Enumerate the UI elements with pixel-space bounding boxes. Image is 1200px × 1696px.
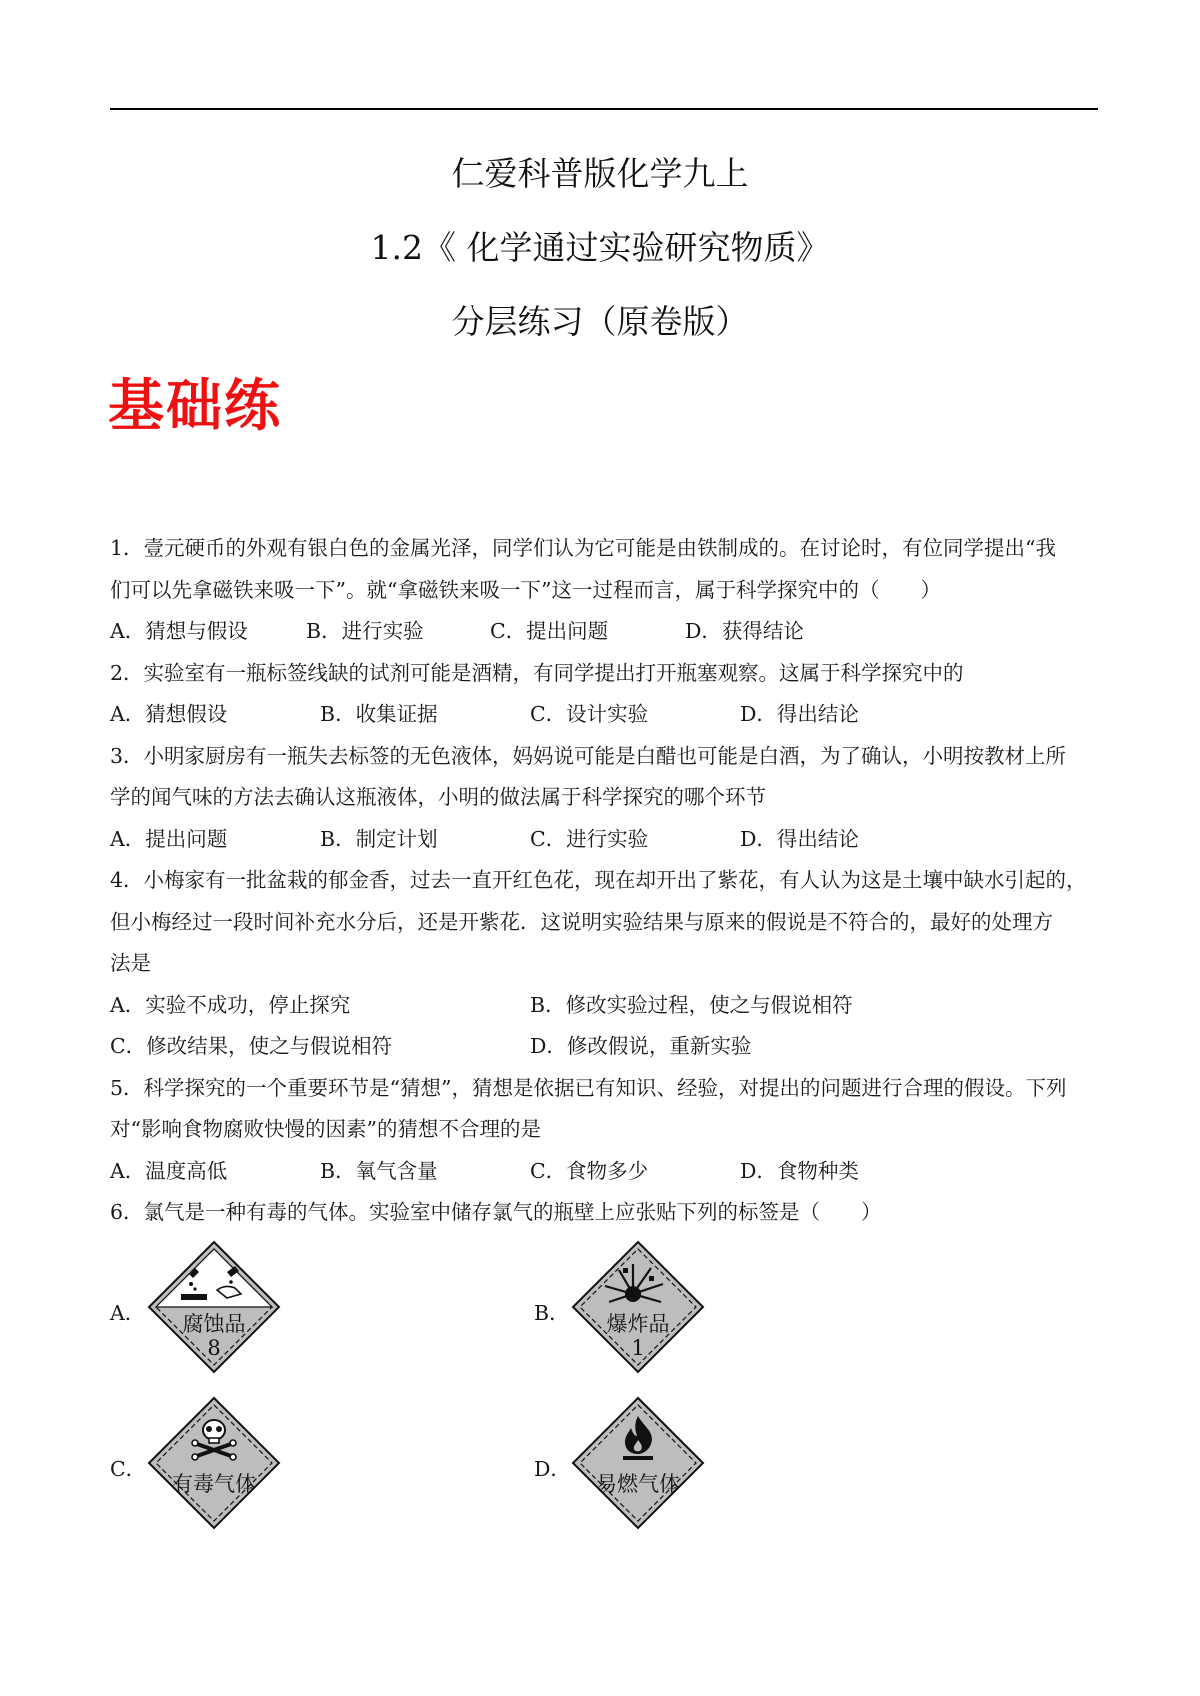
document-title: 仁爱科普版化学九上 bbox=[451, 154, 749, 193]
question-text: 对“影响食物腐败快慢的因素”的猜想不合理的是 bbox=[110, 1117, 541, 1141]
document-subtitle: 1.2《 化学通过实验研究物质》 bbox=[370, 228, 830, 267]
sign-label: 爆炸品 bbox=[606, 1312, 670, 1336]
option-row bbox=[110, 1151, 1100, 1193]
option-c[interactable]: C．进行实验 bbox=[530, 826, 649, 851]
option-c[interactable]: C． bbox=[110, 1457, 147, 1481]
sign-label: 腐蚀品 bbox=[182, 1312, 246, 1336]
option-b[interactable]: B． bbox=[534, 1301, 570, 1325]
option-d[interactable]: D． bbox=[534, 1457, 571, 1481]
option-a[interactable]: A．实验不成功，停止探究 bbox=[110, 992, 351, 1017]
question-list bbox=[110, 528, 1100, 1234]
option-a[interactable]: A． bbox=[110, 1301, 146, 1325]
option-row bbox=[110, 819, 1100, 861]
question-text: 1．壹元硬币的外观有银白色的金属光泽，同学们认为它可能是由铁制成的。在讨论时，有位同学提出“我 bbox=[110, 536, 1057, 560]
option-b[interactable]: B．氧气含量 bbox=[320, 1158, 438, 1183]
question-text: 2．实验室有一瓶标签线缺的试剂可能是酒精，有同学提出打开瓶塞观察。这属于科学探究中的 bbox=[110, 660, 964, 685]
question-text: 6．氯气是一种有毒的气体。实验室中储存氯气的瓶壁上应张贴下列的标签是（ ） bbox=[110, 1200, 882, 1224]
option-c[interactable]: C．提出问题 bbox=[490, 619, 609, 643]
hazard-sign-flammable-gas[interactable] bbox=[571, 1396, 705, 1530]
question-text: 法是 bbox=[110, 951, 151, 975]
sign-label: 有毒气体 bbox=[172, 1472, 256, 1496]
option-a[interactable]: A．猜想假设 bbox=[110, 702, 228, 726]
question-2 bbox=[110, 653, 1100, 736]
option-row bbox=[110, 694, 1100, 736]
question-6 bbox=[110, 1192, 1100, 1234]
option-a[interactable]: A．温度高低 bbox=[110, 1158, 228, 1183]
option-d[interactable]: D．修改假说，重新实验 bbox=[530, 1034, 752, 1058]
question-4 bbox=[110, 860, 1100, 1068]
option-c[interactable]: C．设计实验 bbox=[530, 702, 649, 726]
header-rule bbox=[110, 108, 1098, 110]
option-b[interactable]: B．收集证据 bbox=[320, 702, 438, 726]
option-b[interactable]: B．修改实验过程，使之与假说相符 bbox=[530, 992, 853, 1017]
sign-class-number: 8 bbox=[207, 1336, 221, 1360]
option-d[interactable]: D．得出结论 bbox=[740, 702, 859, 726]
question-3 bbox=[110, 736, 1100, 861]
sign-label: 易燃气体 bbox=[596, 1472, 680, 1496]
document-subtitle-2: 分层练习（原卷版） bbox=[451, 302, 749, 341]
question-text: 但小梅经过一段时间补充水分后，还是开紫花．这说明实验结果与原来的假说是不符合的，最好的处理方 bbox=[110, 909, 1053, 934]
option-row bbox=[110, 611, 1100, 653]
flame-icon bbox=[571, 1396, 705, 1530]
question-text: 学的闻气味的方法去确认这瓶液体，小明的做法属于科学探究的哪个环节 bbox=[110, 785, 766, 809]
option-d[interactable]: D．食物种类 bbox=[740, 1158, 859, 1183]
option-row bbox=[110, 1026, 1100, 1068]
question-5 bbox=[110, 1068, 1100, 1193]
question-text: 们可以先拿磁铁来吸一下”。就“拿磁铁来吸一下”这一过程而言，属于科学探究中的（ ） bbox=[110, 577, 941, 602]
option-b[interactable]: B．制定计划 bbox=[320, 826, 438, 851]
option-a[interactable]: A．猜想与假设 bbox=[110, 619, 248, 643]
option-c[interactable]: C．食物多少 bbox=[530, 1158, 649, 1183]
option-c[interactable]: C．修改结果，使之与假说相符 bbox=[110, 1034, 393, 1058]
option-d[interactable]: D．得出结论 bbox=[740, 826, 859, 851]
option-b[interactable]: B．进行实验 bbox=[306, 619, 424, 643]
question-1 bbox=[110, 528, 1100, 653]
hazard-sign-corrosive[interactable] bbox=[147, 1240, 281, 1374]
option-row bbox=[110, 985, 1100, 1027]
question-text: 3．小明家厨房有一瓶失去标签的无色液体，妈妈说可能是白醋也可能是白酒，为了确认，小明按教材上所 bbox=[110, 743, 1067, 768]
skull-crossbones-icon bbox=[147, 1396, 281, 1530]
section-heading: 基础练 bbox=[108, 374, 282, 439]
question-text: 4．小梅家有一批盆栽的郁金香，过去一直开红色花，现在却开出了紫花，有人认为这是土壤中缺水引起的， bbox=[110, 868, 1087, 892]
hazard-sign-explosive[interactable] bbox=[571, 1240, 705, 1374]
option-d[interactable]: D．获得结论 bbox=[685, 619, 804, 643]
sign-class-number: 1 bbox=[631, 1336, 645, 1360]
option-a[interactable]: A．提出问题 bbox=[110, 826, 228, 851]
question-text: 5．科学探究的一个重要环节是“猜想”，猜想是依据已有知识、经验，对提出的问题进行合理的假设。下列 bbox=[110, 1075, 1067, 1100]
hazard-sign-toxic-gas[interactable] bbox=[147, 1396, 281, 1530]
